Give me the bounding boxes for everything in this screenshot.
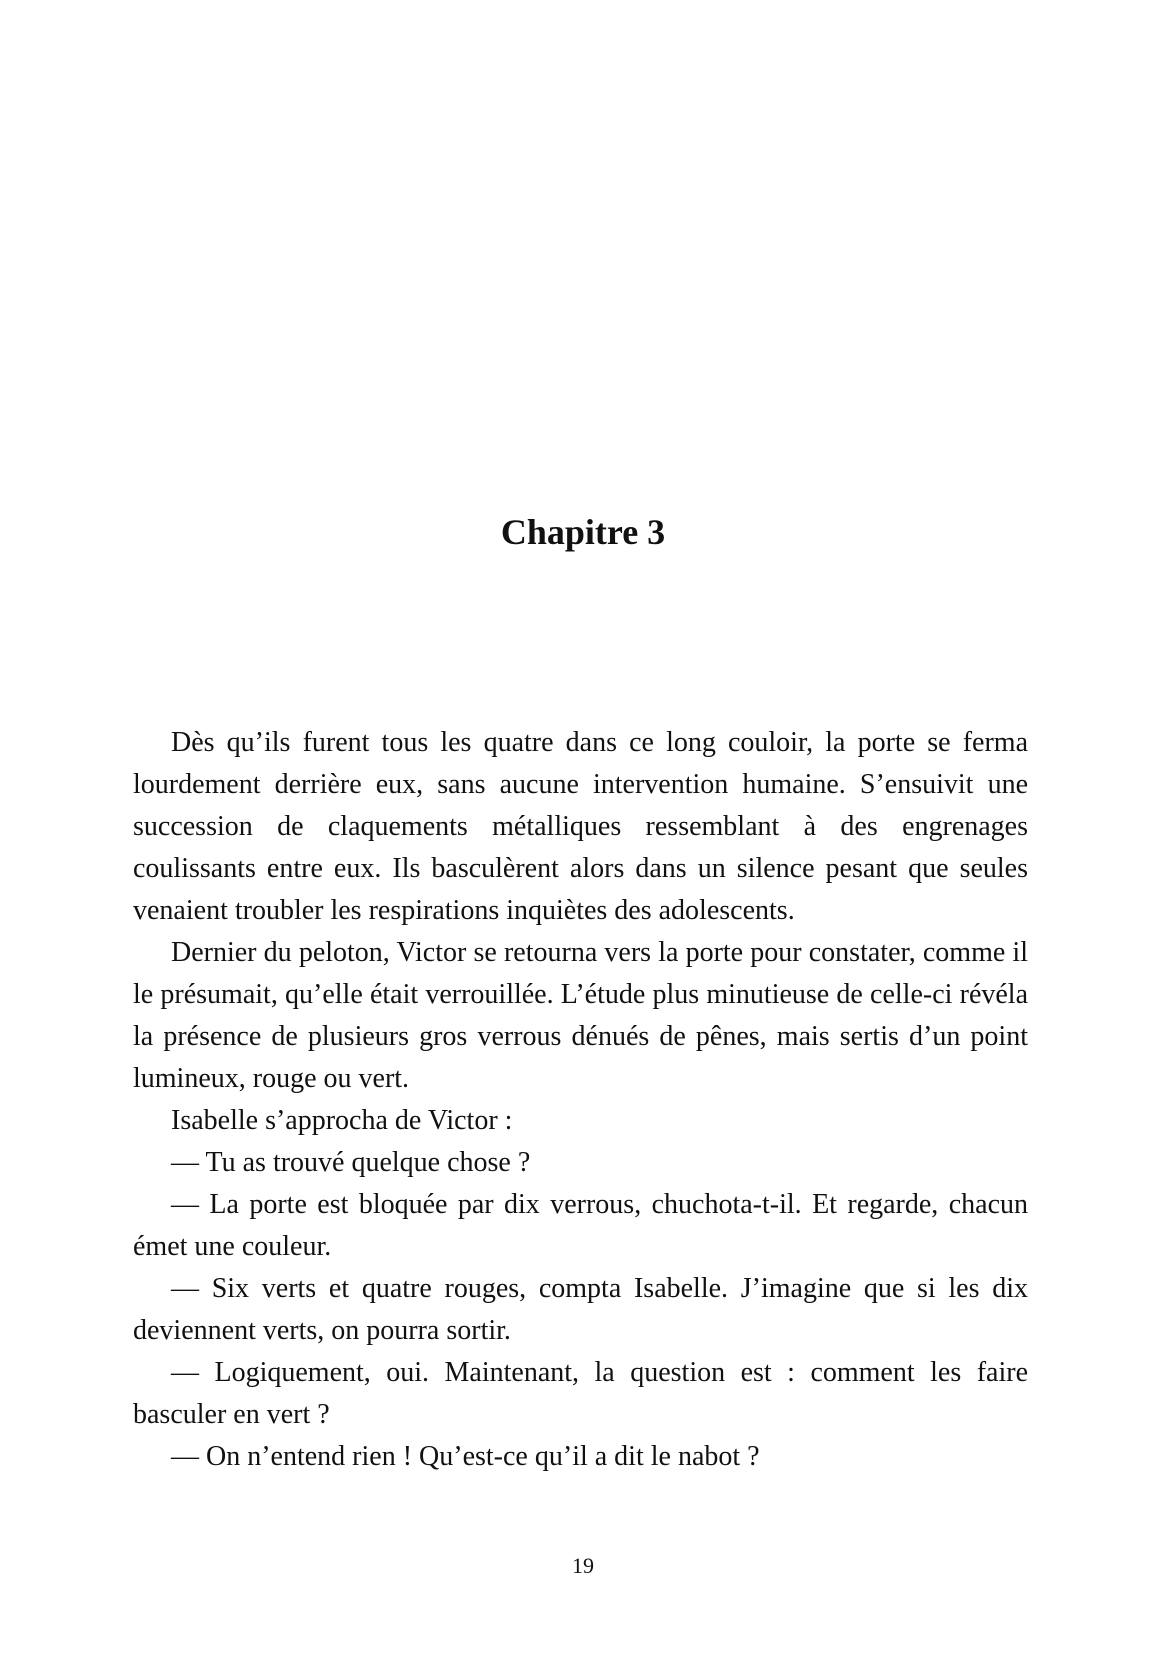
chapter-title: Chapitre 3 — [500, 512, 666, 552]
dialogue-line: — On n’entend rien ! Qu’est-ce qu’il a dit le nabot ? — [171, 1441, 760, 1472]
paragraph: Isabelle s’approcha de Victor : — [171, 1105, 513, 1136]
dialogue-line: — Tu as trouvé quelque chose ? — [171, 1147, 531, 1178]
dialogue-line: — Logiquement, oui. Maintenant, la question est : comment les faire basculer en vert ? — [133, 1357, 1028, 1430]
chapter-body — [133, 722, 1028, 1478]
paragraph: Dernier du peloton, Victor se retourna vers la porte pour constater, comme il le présumait, qu’elle était verrouillée. L’étude plus minutieuse de celle-ci révéla la présence de plusieurs gros verrous dénués de pênes, mais sertis d’un point lumineux, rouge ou vert. — [133, 937, 1028, 1094]
dialogue-line: — La porte est bloquée par dix verrous, chuchota-t-il. Et regarde, chacun émet une couleur. — [133, 1189, 1028, 1262]
page-number: 19 — [572, 1553, 594, 1578]
paragraph: Dès qu’ils furent tous les quatre dans ce long couloir, la porte se ferma lourdement derrière eux, sans aucune intervention humaine. S’ensuivit une succession de claquements métalliques ressemblant à des engrenages coulissants entre eux. Ils basculèrent alors dans un silence pesant que seules venaient troubler les respirations inquiètes des adolescents. — [133, 727, 1028, 926]
dialogue-line: — Six verts et quatre rouges, compta Isabelle. J’imagine que si les dix deviennent verts, on pourra sortir. — [133, 1273, 1028, 1346]
